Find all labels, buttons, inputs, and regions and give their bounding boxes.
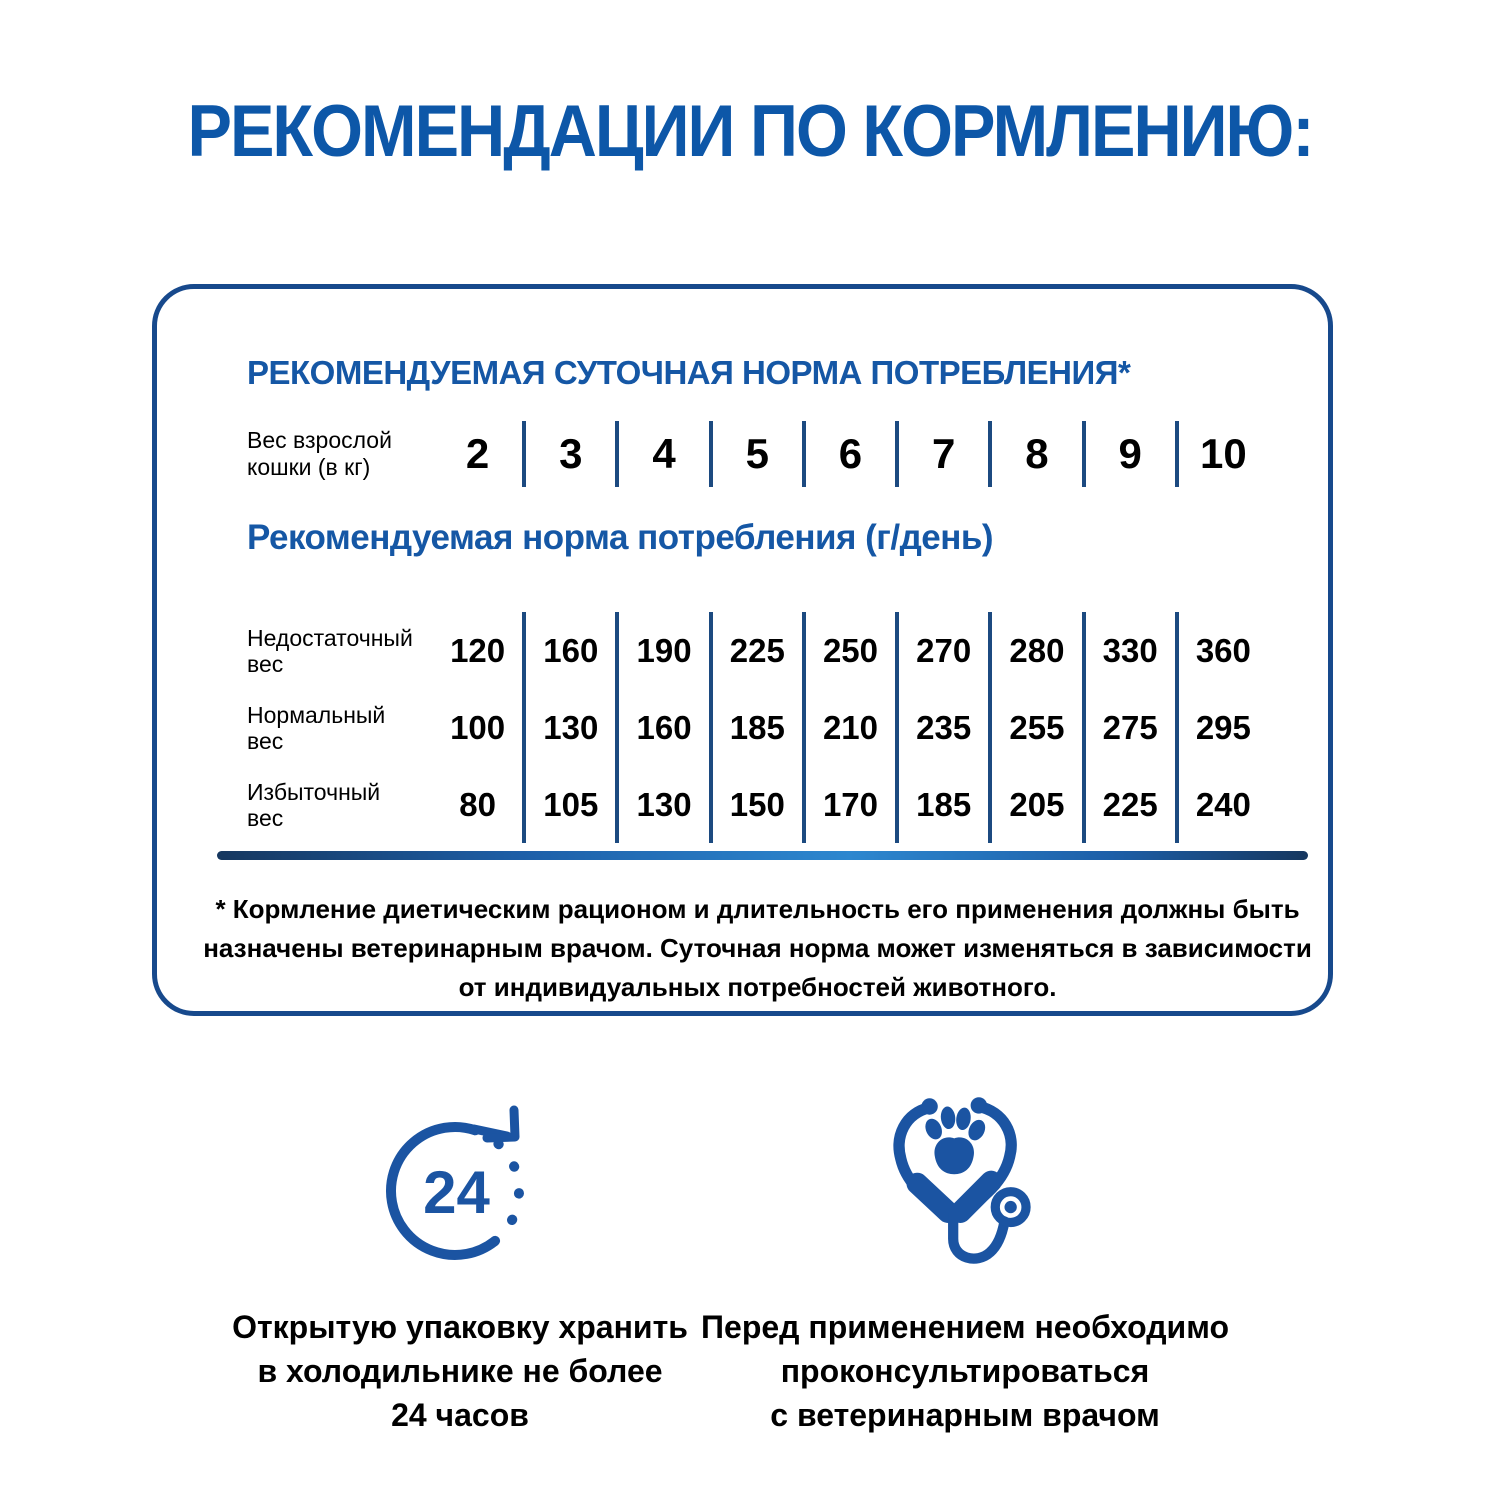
weight-value: 2	[465, 430, 490, 477]
weight-value: 4	[615, 421, 708, 487]
cat-weight-row	[247, 421, 1268, 487]
intake-value: 170	[822, 785, 879, 823]
stethoscope-paw-icon	[888, 1087, 1043, 1282]
intake-value: 120	[450, 631, 506, 669]
intake-value: 185	[916, 785, 972, 823]
cat-weight-label-line1: Вес взрослой	[247, 427, 392, 453]
intake-heading: Рекомендуемая норма потребления (г/день)	[247, 518, 994, 557]
intake-row-labels	[247, 612, 433, 843]
intake-column	[988, 612, 1081, 843]
storage-caption-line3: 24 часов	[391, 1397, 529, 1433]
cat-weight-label	[247, 421, 433, 487]
intake-column	[802, 612, 895, 843]
intake-value: 275	[1102, 708, 1158, 746]
intake-value: 130	[636, 785, 692, 823]
intake-column	[1175, 612, 1268, 843]
hours-24-label: 24	[423, 1158, 490, 1226]
intake-value: 150	[729, 785, 785, 823]
row-label-line: Избыточный	[247, 778, 381, 805]
row-label-line: вес	[247, 727, 284, 754]
intake-value: 225	[729, 631, 785, 669]
row-label-underweight	[247, 612, 433, 689]
intake-value: 295	[1195, 708, 1251, 746]
intake-value: 160	[636, 708, 692, 746]
weight-value: 9	[1082, 421, 1175, 487]
row-label-normal-weight	[247, 689, 433, 766]
row-label-line: Нормальный	[247, 701, 386, 728]
intake-column	[709, 612, 802, 843]
vet-caption-line3: с ветеринарным врачом	[770, 1397, 1160, 1433]
intake-value: 250	[822, 631, 879, 669]
intake-value: 225	[1102, 785, 1158, 823]
intake-value: 280	[1009, 631, 1065, 669]
storage-caption-line2: в холодильнике не более	[257, 1353, 663, 1389]
intake-column	[1082, 612, 1175, 843]
intake-value: 100	[450, 708, 506, 746]
intake-column	[522, 612, 615, 843]
daily-intake-heading: РЕКОМЕНДУЕМАЯ СУТОЧНАЯ НОРМА ПОТРЕБЛЕНИЯ*	[247, 354, 1131, 391]
intake-column	[615, 612, 708, 843]
intake-value: 210	[822, 708, 879, 746]
intake-value: 185	[729, 708, 785, 746]
weight-value: 10	[1175, 421, 1268, 487]
intake-value: 190	[636, 631, 692, 669]
intake-column	[433, 612, 522, 843]
row-label-line: вес	[247, 650, 284, 677]
footnote-line1: * Кормление диетическим рационом и длительность его применения должны быть	[215, 894, 1300, 924]
footnote	[202, 890, 1313, 1007]
feeding-table-card	[152, 284, 1333, 1016]
vet-icon-area	[665, 1082, 1265, 1287]
row-label-line: Недостаточный	[247, 624, 413, 651]
weight-value: 8	[988, 421, 1081, 487]
intake-value: 330	[1102, 631, 1158, 669]
intake-value: 80	[459, 785, 496, 823]
vet-caption-line1: Перед применением необходимо	[701, 1309, 1229, 1345]
intake-value: 130	[543, 708, 599, 746]
weight-value: 5	[709, 421, 802, 487]
intake-value: 160	[543, 631, 599, 669]
weight-value: 6	[802, 421, 895, 487]
vet-caption	[665, 1305, 1265, 1437]
intake-value: 105	[543, 785, 599, 823]
cat-weight-label-line2: кошки (в кг)	[247, 454, 371, 480]
row-label-line: вес	[247, 804, 284, 831]
intake-value: 205	[1009, 785, 1065, 823]
24-hour-clock-icon	[373, 1097, 548, 1272]
storage-caption-line1: Открытую упаковку хранить	[232, 1309, 688, 1345]
weight-value: 3	[522, 421, 615, 487]
intake-value: 360	[1195, 631, 1251, 669]
vet-consult-block	[665, 1082, 1265, 1437]
intake-value: 270	[916, 631, 972, 669]
vet-caption-line2: проконсультироваться	[780, 1353, 1150, 1389]
intake-value: 255	[1009, 708, 1065, 746]
page-title: РЕКОМЕНДАЦИИ ПО КОРМЛЕНИЮ:	[187, 89, 1313, 173]
intake-table	[247, 612, 1268, 843]
intake-value: 235	[916, 708, 972, 746]
footnote-line2: назначены ветеринарным врачом. Суточная норма может изменяться в зависимости	[203, 933, 1312, 963]
intake-value: 240	[1195, 785, 1251, 823]
table-separator-line	[217, 851, 1308, 860]
footnote-line3: от индивидуальных потребностей животного.	[458, 972, 1057, 1002]
weight-value: 7	[895, 421, 988, 487]
row-label-overweight	[247, 766, 433, 843]
intake-column	[895, 612, 988, 843]
